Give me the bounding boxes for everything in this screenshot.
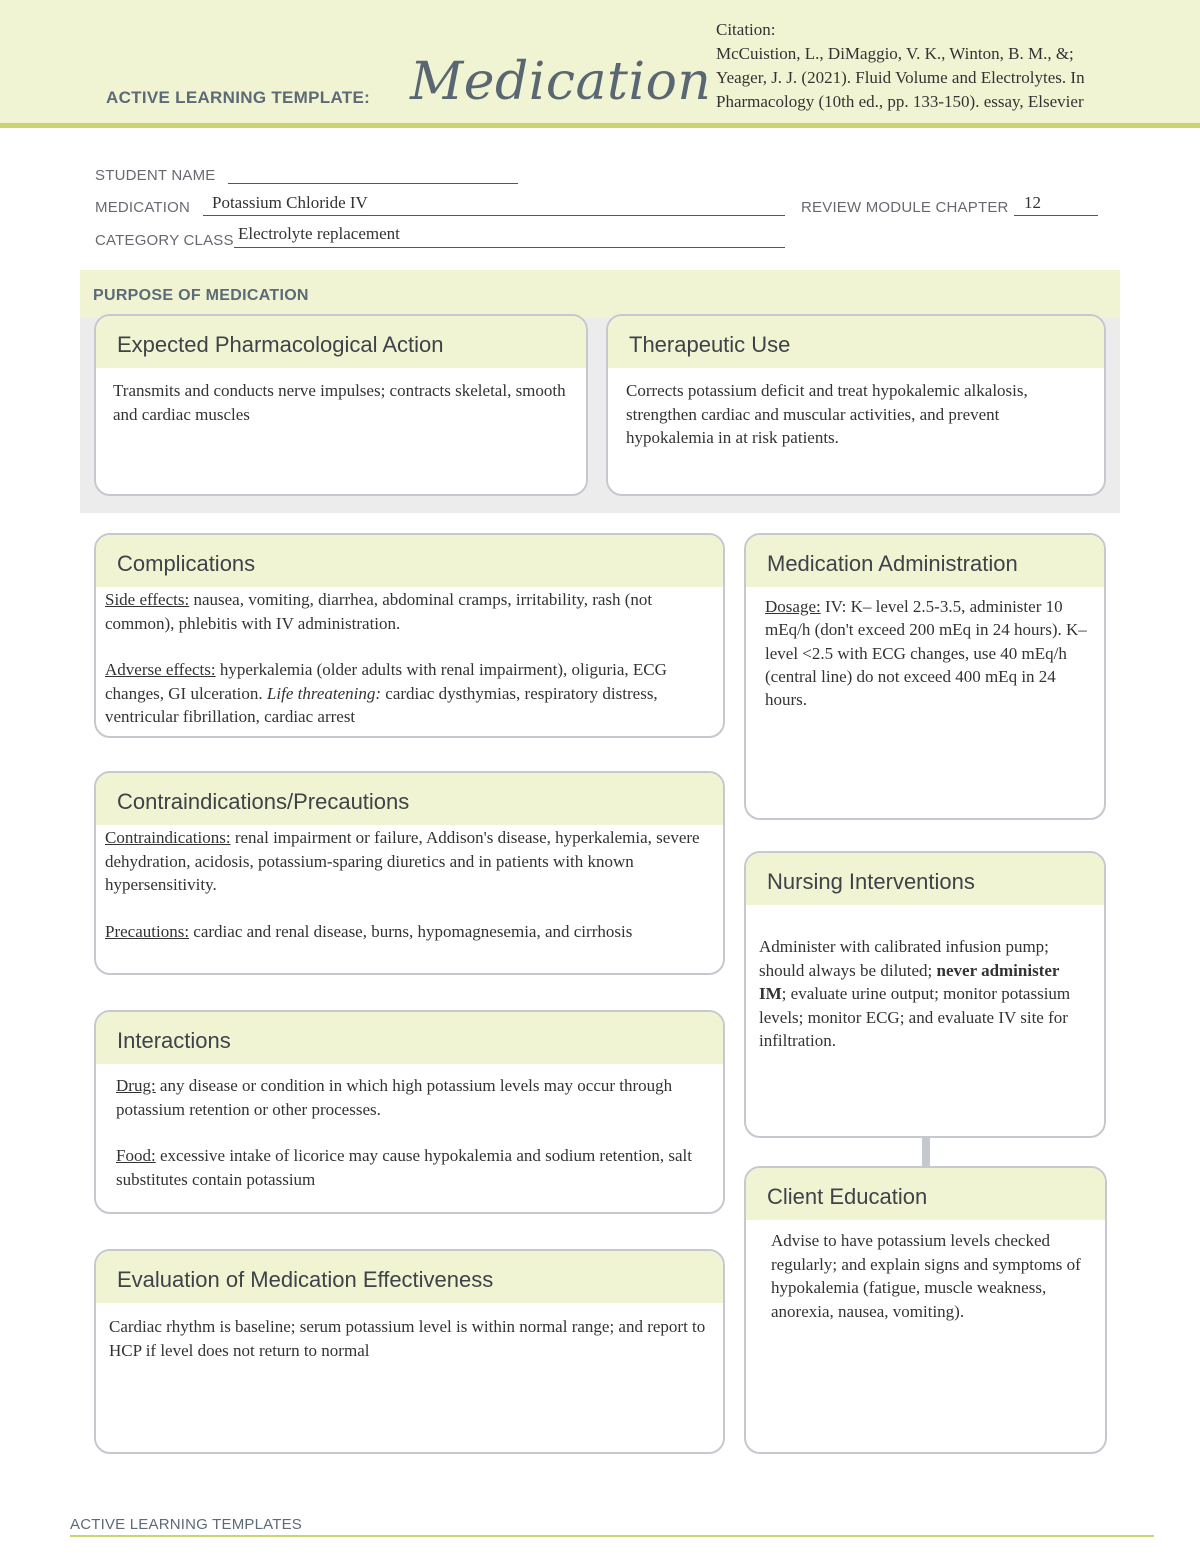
administration-title: Medication Administration bbox=[746, 535, 1104, 587]
education-title: Client Education bbox=[746, 1168, 1105, 1220]
food-text: excessive intake of licorice may cause hypokalemia and sodium retention, salt substitutes contain potassium bbox=[116, 1146, 692, 1189]
medication-field[interactable]: Potassium Chloride IV bbox=[212, 193, 368, 212]
citation-line: McCuistion, L., DiMaggio, V. K., Winton, B. M., &; bbox=[716, 44, 1074, 63]
evaluation-card bbox=[94, 1249, 725, 1454]
category-class-line bbox=[234, 247, 785, 248]
connector-bar bbox=[922, 1136, 930, 1166]
contraindications-text: renal impairment or failure, Addison's disease, hyperkalemia, severe dehydration, acidosis, potassium-sparing diuretics and in patients with known hypersensitivity. bbox=[105, 828, 700, 894]
adverse-effects-paragraph bbox=[105, 658, 707, 729]
administration-body bbox=[746, 587, 1104, 711]
complications-title: Complications bbox=[96, 535, 723, 587]
evaluation-title: Evaluation of Medication Effectiveness bbox=[96, 1251, 723, 1303]
interactions-card bbox=[94, 1010, 725, 1214]
precautions-label: Precautions: bbox=[105, 921, 190, 941]
adverse-effects-text: hyperkalemia (older adults with renal impairment), oliguria, ECG changes, GI ulceration. bbox=[105, 660, 667, 703]
education-card bbox=[744, 1166, 1107, 1454]
interactions-title: Interactions bbox=[96, 1012, 723, 1064]
life-threatening-label: Life threatening: bbox=[266, 683, 382, 703]
administration-card bbox=[744, 533, 1106, 820]
nursing-text-bold: never administer IM bbox=[759, 960, 1060, 1003]
footer-rule bbox=[70, 1535, 1154, 1537]
life-threatening-text: cardiac dysthymias, respiratory distress, ventricular fibrillation, cardiac arrest bbox=[105, 683, 658, 726]
student-name-line bbox=[228, 183, 518, 184]
medication-line bbox=[203, 215, 785, 216]
contraindications-paragraph bbox=[105, 826, 707, 897]
category-class-label: CATEGORY CLASS bbox=[95, 232, 234, 249]
side-effects-paragraph bbox=[105, 588, 707, 635]
template-label: ACTIVE LEARNING TEMPLATE: bbox=[106, 88, 371, 107]
medication-label: MEDICATION bbox=[95, 199, 191, 216]
citation-line: Yeager, J. J. (2021). Fluid Volume and Electrolytes. In bbox=[716, 68, 1085, 87]
precautions-paragraph bbox=[105, 920, 707, 944]
header-rule bbox=[0, 123, 1200, 128]
nursing-title: Nursing Interventions bbox=[746, 853, 1104, 905]
interactions-body bbox=[96, 1064, 723, 1191]
drug-paragraph bbox=[116, 1074, 707, 1121]
purpose-title: PURPOSE OF MEDICATION bbox=[93, 287, 309, 304]
drug-text: any disease or condition in which high potassium levels may occur through potassium retention or other processes. bbox=[116, 1076, 673, 1119]
dosage-text: IV: K– level 2.5-3.5, administer 10 mEq/h (don't exceed 200 mEq in 24 hours). K– level <2.5 with ECG changes, use 40 mEq/h (central line) do not exceed 400 mEq in 24 hours. bbox=[765, 597, 1087, 710]
citation bbox=[716, 18, 1186, 114]
drug-label: Drug: bbox=[116, 1076, 156, 1095]
review-module-line bbox=[1014, 215, 1098, 216]
food-paragraph bbox=[116, 1144, 707, 1191]
complications-body bbox=[96, 587, 723, 729]
dosage-label: Dosage: bbox=[765, 597, 821, 616]
complications-card bbox=[94, 533, 725, 738]
therapeutic-use-card bbox=[606, 314, 1106, 496]
review-module-field[interactable]: 12 bbox=[1024, 193, 1041, 212]
nursing-text-after: ; evaluate urine output; monitor potassium levels; monitor ECG; and evaluate IV site for infiltration. bbox=[759, 984, 1071, 1050]
contraindications-title: Contraindications/Precautions bbox=[96, 773, 723, 825]
expected-action-card bbox=[94, 314, 588, 496]
review-module-label: REVIEW MODULE CHAPTER bbox=[801, 199, 1009, 216]
nursing-paragraph bbox=[759, 935, 1088, 1053]
category-class-field[interactable]: Electrolyte replacement bbox=[238, 224, 400, 243]
education-text: Advise to have potassium levels checked regularly; and explain signs and symptoms of hypokalemia (fatigue, muscle weakness, anorexia, nausea, vomiting). bbox=[771, 1231, 1081, 1321]
side-effects-text: nausea, vomiting, diarrhea, abdominal cramps, irritability, rash (not common), phlebitis with IV administration. bbox=[105, 590, 653, 633]
student-name-label: STUDENT NAME bbox=[95, 167, 216, 184]
nursing-body bbox=[746, 905, 1104, 1053]
contraindications-card bbox=[94, 771, 725, 975]
therapeutic-use-title: Therapeutic Use bbox=[608, 316, 1104, 368]
nursing-text-before: Administer with calibrated infusion pump; should always be diluted; bbox=[759, 937, 1049, 980]
nursing-card bbox=[744, 851, 1106, 1138]
adverse-effects-label: Adverse effects: bbox=[105, 660, 216, 679]
citation-line: Citation: bbox=[716, 20, 776, 39]
dosage-paragraph bbox=[765, 595, 1088, 711]
side-effects-label: Side effects: bbox=[105, 590, 190, 609]
template-title: Medication bbox=[410, 52, 712, 112]
citation-line: Pharmacology (10th ed., pp. 133-150). essay, Elsevier bbox=[716, 92, 1084, 111]
therapeutic-use-text: Corrects potassium deficit and treat hypokalemic alkalosis, strengthen cardiac and muscular activities, and prevent hypokalemia in at risk patients. bbox=[626, 381, 1028, 447]
precautions-text: cardiac and renal disease, burns, hypomagnesemia, and cirrhosis bbox=[189, 921, 633, 941]
contraindications-label: Contraindications: bbox=[105, 828, 231, 847]
evaluation-text: Cardiac rhythm is baseline; serum potassium level is within normal range; and report to HCP if level does not return to normal bbox=[109, 1317, 706, 1360]
expected-action-title: Expected Pharmacological Action bbox=[96, 316, 586, 368]
footer-label: ACTIVE LEARNING TEMPLATES bbox=[70, 1516, 302, 1533]
contraindications-body bbox=[96, 825, 723, 943]
food-label: Food: bbox=[116, 1146, 156, 1165]
expected-action-text: Transmits and conducts nerve impulses; contracts skeletal, smooth and cardiac muscles bbox=[113, 381, 566, 424]
